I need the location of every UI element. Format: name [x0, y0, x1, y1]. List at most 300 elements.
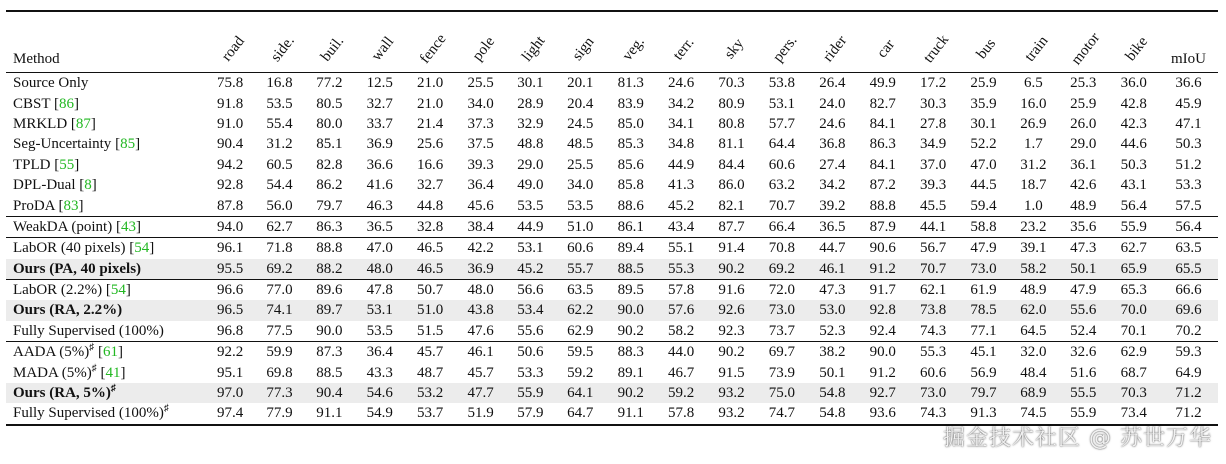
method-name: Ours (PA, 40 pixels) [13, 260, 142, 277]
score-cell: 27.8 [920, 115, 947, 132]
score-cell: 91.3 [958, 403, 1008, 424]
score-cell: 57.9 [506, 403, 555, 424]
column-header-class [958, 11, 1008, 73]
score-cell: 54.8 [807, 383, 857, 403]
score-cell: 48.7 [417, 364, 444, 381]
table-row [6, 114, 1218, 134]
score-cell: 53.5 [517, 197, 544, 214]
score-cell: 39.3 [920, 177, 947, 194]
score-cell: 61.9 [958, 279, 1008, 300]
score-cell: 91.7 [858, 279, 908, 300]
score-cell: 88.5 [606, 259, 656, 280]
column-header-class [405, 11, 455, 73]
miou-cell: 65.5 [1159, 259, 1218, 280]
score-cell: 91.5 [718, 364, 745, 381]
score-cell: 50.1 [819, 364, 846, 381]
column-header-label: buil. [317, 33, 347, 65]
score-cell: 51.6 [1070, 364, 1097, 381]
score-cell: 53.8 [768, 75, 796, 92]
score-cell: 62.0 [1009, 300, 1058, 320]
score-cell: 80.8 [718, 115, 745, 132]
score-cell: 69.2 [757, 259, 807, 280]
score-cell: 85.6 [617, 156, 644, 173]
score-cell: 87.2 [869, 177, 896, 194]
score-cell: 25.9 [970, 75, 997, 92]
method-cell: MRKLD [87] [13, 115, 96, 132]
score-cell: 55.9 [1108, 216, 1158, 237]
method-cell: LabOR (40 pixels) [54] [6, 238, 205, 259]
score-cell: 59.9 [255, 342, 304, 363]
citation-link[interactable]: 54 [110, 282, 126, 299]
score-cell: 42.8 [1120, 95, 1147, 112]
score-cell: 35.6 [1058, 216, 1108, 237]
column-header-label: light [518, 33, 549, 65]
score-cell: 96.1 [205, 238, 254, 259]
method-name: Seg-Uncertainty [13, 136, 112, 153]
score-cell: 53.5 [366, 322, 393, 339]
score-cell: 45.1 [958, 342, 1008, 363]
score-cell: 86.1 [606, 216, 656, 237]
score-cell: 55.6 [1058, 300, 1108, 320]
score-cell: 69.7 [757, 342, 807, 363]
method-name: Fully Supervised (100%) [13, 322, 164, 339]
score-cell: 55.1 [656, 238, 706, 259]
score-cell: 46.1 [807, 259, 857, 280]
citation-link[interactable]: 61 [103, 344, 118, 361]
score-cell: 27.4 [819, 156, 846, 173]
score-cell: 47.6 [467, 322, 494, 339]
score-cell: 80.9 [718, 95, 745, 112]
score-cell: 34.9 [920, 136, 947, 153]
score-cell: 71.8 [255, 238, 304, 259]
score-cell: 24.6 [819, 115, 846, 132]
table-row [6, 216, 1218, 237]
miou-cell: 45.9 [1175, 95, 1202, 112]
score-cell: 21.0 [417, 75, 444, 92]
score-cell: 70.0 [1108, 300, 1158, 320]
score-cell: 62.2 [555, 300, 605, 320]
score-cell: 32.9 [517, 115, 544, 132]
score-cell: 90.4 [304, 383, 354, 403]
score-cell: 82.8 [316, 156, 343, 173]
score-cell: 26.4 [819, 75, 846, 92]
method-cell: TPLD [55] [13, 156, 80, 173]
score-cell: 44.5 [970, 177, 997, 194]
score-cell: 79.7 [316, 197, 343, 214]
score-cell: 30.1 [517, 75, 544, 92]
footnote-mark: ♯ [110, 383, 116, 395]
score-cell: 53.2 [405, 383, 455, 403]
score-cell: 62.1 [908, 279, 958, 300]
column-header-class [506, 11, 555, 73]
score-cell: 44.7 [807, 238, 857, 259]
score-cell: 53.3 [517, 364, 544, 381]
column-header-class [656, 11, 706, 73]
score-cell: 36.9 [455, 259, 505, 280]
score-cell: 88.8 [304, 238, 354, 259]
miou-cell: 71.2 [1159, 403, 1218, 424]
watermark-text: 掘金技术社区 @ 苏世万华 [943, 426, 1212, 451]
score-cell: 21.0 [417, 95, 444, 112]
score-cell: 91.1 [304, 403, 354, 424]
score-cell: 53.5 [567, 197, 594, 214]
score-cell: 35.9 [970, 95, 997, 112]
score-cell: 46.3 [366, 197, 393, 214]
score-cell: 24.5 [567, 115, 594, 132]
score-cell: 45.7 [405, 342, 455, 363]
table-row [6, 342, 1218, 363]
column-header-method [6, 11, 205, 73]
column-header-class [304, 11, 354, 73]
method-name: WeakDA (point) [13, 218, 113, 235]
score-cell: 55.5 [1058, 383, 1108, 403]
score-cell: 70.3 [718, 75, 745, 92]
column-header-label: fence [416, 31, 450, 67]
score-cell: 87.7 [706, 216, 756, 237]
method-cell [6, 259, 205, 280]
score-cell: 45.2 [506, 259, 555, 280]
score-cell: 36.9 [366, 136, 393, 153]
score-cell: 64.5 [1020, 322, 1047, 339]
score-cell: 41.3 [667, 177, 695, 194]
score-cell: 50.6 [506, 342, 555, 363]
score-cell: 53.4 [506, 300, 555, 320]
score-cell: 92.4 [869, 322, 896, 339]
score-cell: 37.5 [467, 136, 494, 153]
method-cell [6, 73, 205, 94]
score-cell: 70.7 [908, 259, 958, 280]
citation-link[interactable]: 8 [84, 177, 92, 194]
score-cell: 74.5 [1009, 403, 1058, 424]
score-cell: 36.5 [807, 216, 857, 237]
method-name: Fully Supervised (100%) [13, 405, 164, 422]
score-cell: 1.7 [1024, 136, 1043, 153]
score-cell: 73.9 [768, 364, 796, 381]
table-row [6, 93, 1218, 113]
score-cell: 56.6 [506, 279, 555, 300]
method-cell [6, 383, 205, 403]
score-cell: 47.8 [355, 279, 405, 300]
table-row [6, 259, 1218, 280]
score-cell: 20.4 [567, 95, 594, 112]
score-cell: 18.7 [1020, 177, 1047, 194]
score-cell: 51.9 [455, 403, 505, 424]
method-cell: MADA (5%)♯ [41] [13, 362, 126, 381]
score-cell: 33.7 [366, 115, 393, 132]
score-cell: 89.7 [304, 300, 354, 320]
score-cell: 31.2 [1020, 156, 1047, 173]
score-cell: 92.8 [858, 300, 908, 320]
score-cell: 47.9 [958, 238, 1008, 259]
table-row [6, 238, 1218, 259]
score-cell: 53.7 [405, 403, 455, 424]
column-header-miou [1159, 11, 1218, 73]
column-header-class [205, 11, 254, 73]
score-cell: 64.7 [555, 403, 605, 424]
score-cell: 34.0 [467, 95, 494, 112]
citation-link[interactable]: 83 [63, 197, 79, 214]
score-cell: 64.1 [555, 383, 605, 403]
score-cell: 86.2 [316, 177, 343, 194]
score-cell: 91.8 [217, 95, 244, 112]
table-row [6, 155, 1218, 175]
miou-cell: 64.9 [1175, 364, 1202, 381]
column-header-class [757, 11, 807, 73]
score-cell: 54.4 [266, 177, 293, 194]
table-row [6, 383, 1218, 403]
score-cell: 89.1 [617, 364, 644, 381]
table-row [6, 300, 1218, 320]
method-cell: WeakDA (point) [43] [6, 216, 205, 237]
citation-link[interactable]: 86 [59, 95, 74, 112]
score-cell: 63.2 [768, 177, 796, 194]
score-cell: 24.0 [819, 95, 846, 112]
score-cell: 48.9 [1070, 197, 1097, 214]
table-header-row [6, 11, 1218, 73]
score-cell: 92.2 [205, 342, 254, 363]
citation-link[interactable]: 55 [59, 156, 75, 173]
score-cell: 28.9 [517, 95, 544, 112]
citation-link[interactable]: 41 [105, 364, 121, 381]
score-cell: 53.0 [807, 300, 857, 320]
column-header-class [1009, 11, 1058, 73]
score-cell: 77.3 [255, 383, 304, 403]
score-cell: 91.2 [869, 364, 896, 381]
score-cell: 90.2 [606, 383, 656, 403]
score-cell: 31.2 [266, 136, 293, 153]
score-cell: 47.0 [355, 238, 405, 259]
citation-link[interactable]: 54 [134, 240, 150, 257]
score-cell: 73.0 [908, 383, 958, 403]
score-cell: 55.3 [656, 259, 706, 280]
citation-link[interactable]: 43 [120, 218, 136, 235]
miou-cell: 53.3 [1175, 177, 1202, 194]
score-cell: 24.6 [667, 75, 695, 92]
score-cell: 84.1 [869, 115, 896, 132]
score-cell: 86.3 [869, 136, 896, 153]
score-cell: 36.4 [355, 342, 405, 363]
score-cell: 57.8 [656, 279, 706, 300]
score-cell: 25.6 [417, 136, 444, 153]
score-cell: 74.3 [920, 322, 947, 339]
citation-link[interactable]: 87 [75, 115, 91, 132]
score-cell: 90.2 [706, 342, 756, 363]
score-cell: 73.0 [757, 300, 807, 320]
score-cell: 53.1 [506, 238, 555, 259]
score-cell: 91.4 [706, 238, 756, 259]
column-header-label: veg. [619, 34, 648, 64]
score-cell: 37.3 [467, 115, 494, 132]
score-cell: 55.6 [517, 322, 544, 339]
score-cell: 64.4 [768, 136, 796, 153]
table-row [6, 362, 1218, 382]
score-cell: 91.1 [606, 403, 656, 424]
score-cell: 47.7 [455, 383, 505, 403]
score-cell: 45.2 [667, 197, 695, 214]
score-cell: 46.1 [455, 342, 505, 363]
score-cell: 90.0 [316, 322, 343, 339]
score-cell: 81.1 [718, 136, 745, 153]
score-cell: 85.1 [316, 136, 343, 153]
score-cell: 90.2 [617, 322, 644, 339]
method-cell [6, 300, 205, 320]
score-cell: 32.8 [405, 216, 455, 237]
score-cell: 75.0 [757, 383, 807, 403]
score-cell: 82.1 [718, 197, 745, 214]
score-cell: 69.8 [266, 364, 293, 381]
score-cell: 53.5 [266, 95, 293, 112]
score-cell: 21.4 [417, 115, 444, 132]
score-cell: 52.2 [970, 136, 997, 153]
score-cell: 95.5 [205, 259, 254, 280]
miou-cell: 63.5 [1159, 238, 1218, 259]
score-cell: 59.2 [656, 383, 706, 403]
score-cell: 46.5 [405, 238, 455, 259]
score-cell: 88.3 [606, 342, 656, 363]
score-cell: 48.4 [1020, 364, 1047, 381]
score-cell: 77.5 [266, 322, 293, 339]
column-header-label: car [873, 36, 898, 62]
score-cell: 90.6 [858, 238, 908, 259]
score-cell: 77.2 [316, 75, 343, 92]
table-row [6, 321, 1218, 342]
score-cell: 42.6 [1070, 177, 1097, 194]
miou-cell: 51.2 [1175, 156, 1202, 173]
score-cell: 57.6 [656, 300, 706, 320]
score-cell: 92.7 [858, 383, 908, 403]
column-header-label: bike [1122, 33, 1151, 65]
table-row [6, 73, 1218, 94]
score-cell: 59.4 [970, 197, 997, 214]
method-name: AADA (5%) [13, 344, 90, 361]
method-name: Ours (RA, 2.2%) [13, 302, 123, 319]
score-cell: 72.0 [757, 279, 807, 300]
method-cell: AADA (5%)♯ [61] [6, 342, 205, 363]
results-table [6, 10, 1218, 426]
column-header-label: truck [920, 31, 952, 67]
column-header-class [606, 11, 656, 73]
score-cell: 90.4 [217, 136, 244, 153]
score-cell: 88.2 [304, 259, 354, 280]
score-cell: 25.5 [567, 156, 594, 173]
column-header-label: Method [13, 51, 60, 67]
score-cell: 93.2 [706, 383, 756, 403]
score-cell: 45.5 [920, 197, 947, 214]
table-body [6, 73, 1218, 425]
score-cell: 48.0 [355, 259, 405, 280]
score-cell: 30.1 [970, 115, 997, 132]
column-header-label: mIoU [1170, 51, 1206, 67]
score-cell: 74.1 [255, 300, 304, 320]
score-cell: 47.3 [807, 279, 857, 300]
score-cell: 58.2 [667, 322, 695, 339]
miou-cell: 70.2 [1175, 322, 1202, 339]
column-header-label: side. [267, 33, 298, 65]
score-cell: 68.7 [1120, 364, 1147, 381]
table-row [6, 134, 1218, 154]
table-row [6, 195, 1218, 216]
score-cell: 34.2 [667, 95, 695, 112]
score-cell: 44.8 [417, 197, 444, 214]
score-cell: 91.0 [217, 115, 244, 132]
score-cell: 16.6 [417, 156, 444, 173]
score-cell: 78.5 [958, 300, 1008, 320]
score-cell: 88.5 [316, 364, 343, 381]
method-name: MRKLD [13, 115, 68, 132]
score-cell: 77.0 [255, 279, 304, 300]
score-cell: 56.7 [908, 238, 958, 259]
score-cell: 47.0 [970, 156, 997, 173]
score-cell: 68.9 [1009, 383, 1058, 403]
score-cell: 70.1 [1120, 322, 1147, 339]
footnote-mark: ♯ [163, 403, 169, 415]
score-cell: 50.7 [405, 279, 455, 300]
score-cell: 34.2 [819, 177, 846, 194]
method-name: TPLD [13, 156, 51, 173]
score-cell: 16.8 [266, 75, 293, 92]
score-cell: 59.2 [567, 364, 594, 381]
score-cell: 56.4 [1120, 197, 1147, 214]
score-cell: 75.8 [217, 75, 244, 92]
score-cell: 46.7 [667, 364, 695, 381]
score-cell: 48.9 [1009, 279, 1058, 300]
score-cell: 51.0 [555, 216, 605, 237]
score-cell: 43.8 [455, 300, 505, 320]
score-cell: 85.8 [617, 177, 644, 194]
score-cell: 87.3 [304, 342, 354, 363]
score-cell: 39.1 [1009, 238, 1058, 259]
score-cell: 52.3 [819, 322, 846, 339]
score-cell: 38.2 [807, 342, 857, 363]
score-cell: 90.0 [606, 300, 656, 320]
score-cell: 80.5 [316, 95, 343, 112]
table-row [6, 279, 1218, 300]
score-cell: 34.0 [567, 177, 594, 194]
score-cell: 17.2 [920, 75, 947, 92]
method-cell: LabOR (2.2%) [54] [6, 279, 205, 300]
score-cell: 92.8 [217, 177, 244, 194]
score-cell: 60.6 [768, 156, 796, 173]
score-cell: 74.7 [757, 403, 807, 424]
score-cell: 26.9 [1020, 115, 1047, 132]
score-cell: 39.2 [819, 197, 846, 214]
score-cell: 85.0 [617, 115, 644, 132]
miou-cell: 57.5 [1175, 197, 1202, 214]
method-name: Ours (RA, 5%) [13, 385, 111, 402]
score-cell: 95.1 [217, 364, 244, 381]
score-cell: 29.0 [517, 156, 544, 173]
score-cell: 90.2 [706, 259, 756, 280]
score-cell: 83.9 [617, 95, 644, 112]
column-header-label: sky [721, 35, 748, 63]
score-cell: 94.2 [217, 156, 244, 173]
score-cell: 25.9 [1070, 95, 1097, 112]
score-cell: 32.6 [1058, 342, 1108, 363]
citation-link[interactable]: 85 [120, 136, 136, 153]
method-cell: Seg-Uncertainty [85] [13, 136, 141, 153]
method-cell [6, 403, 205, 424]
score-cell: 50.3 [1120, 156, 1147, 173]
score-cell: 32.7 [417, 177, 444, 194]
score-cell: 69.2 [255, 259, 304, 280]
method-cell: ProDA [83] [13, 197, 84, 214]
method-cell: DPL-Dual [8] [13, 177, 97, 194]
score-cell: 90.0 [858, 342, 908, 363]
score-cell: 62.7 [1108, 238, 1158, 259]
method-name: ProDA [13, 197, 55, 214]
score-cell: 88.8 [869, 197, 896, 214]
method-name: LabOR (40 pixels) [13, 240, 126, 257]
